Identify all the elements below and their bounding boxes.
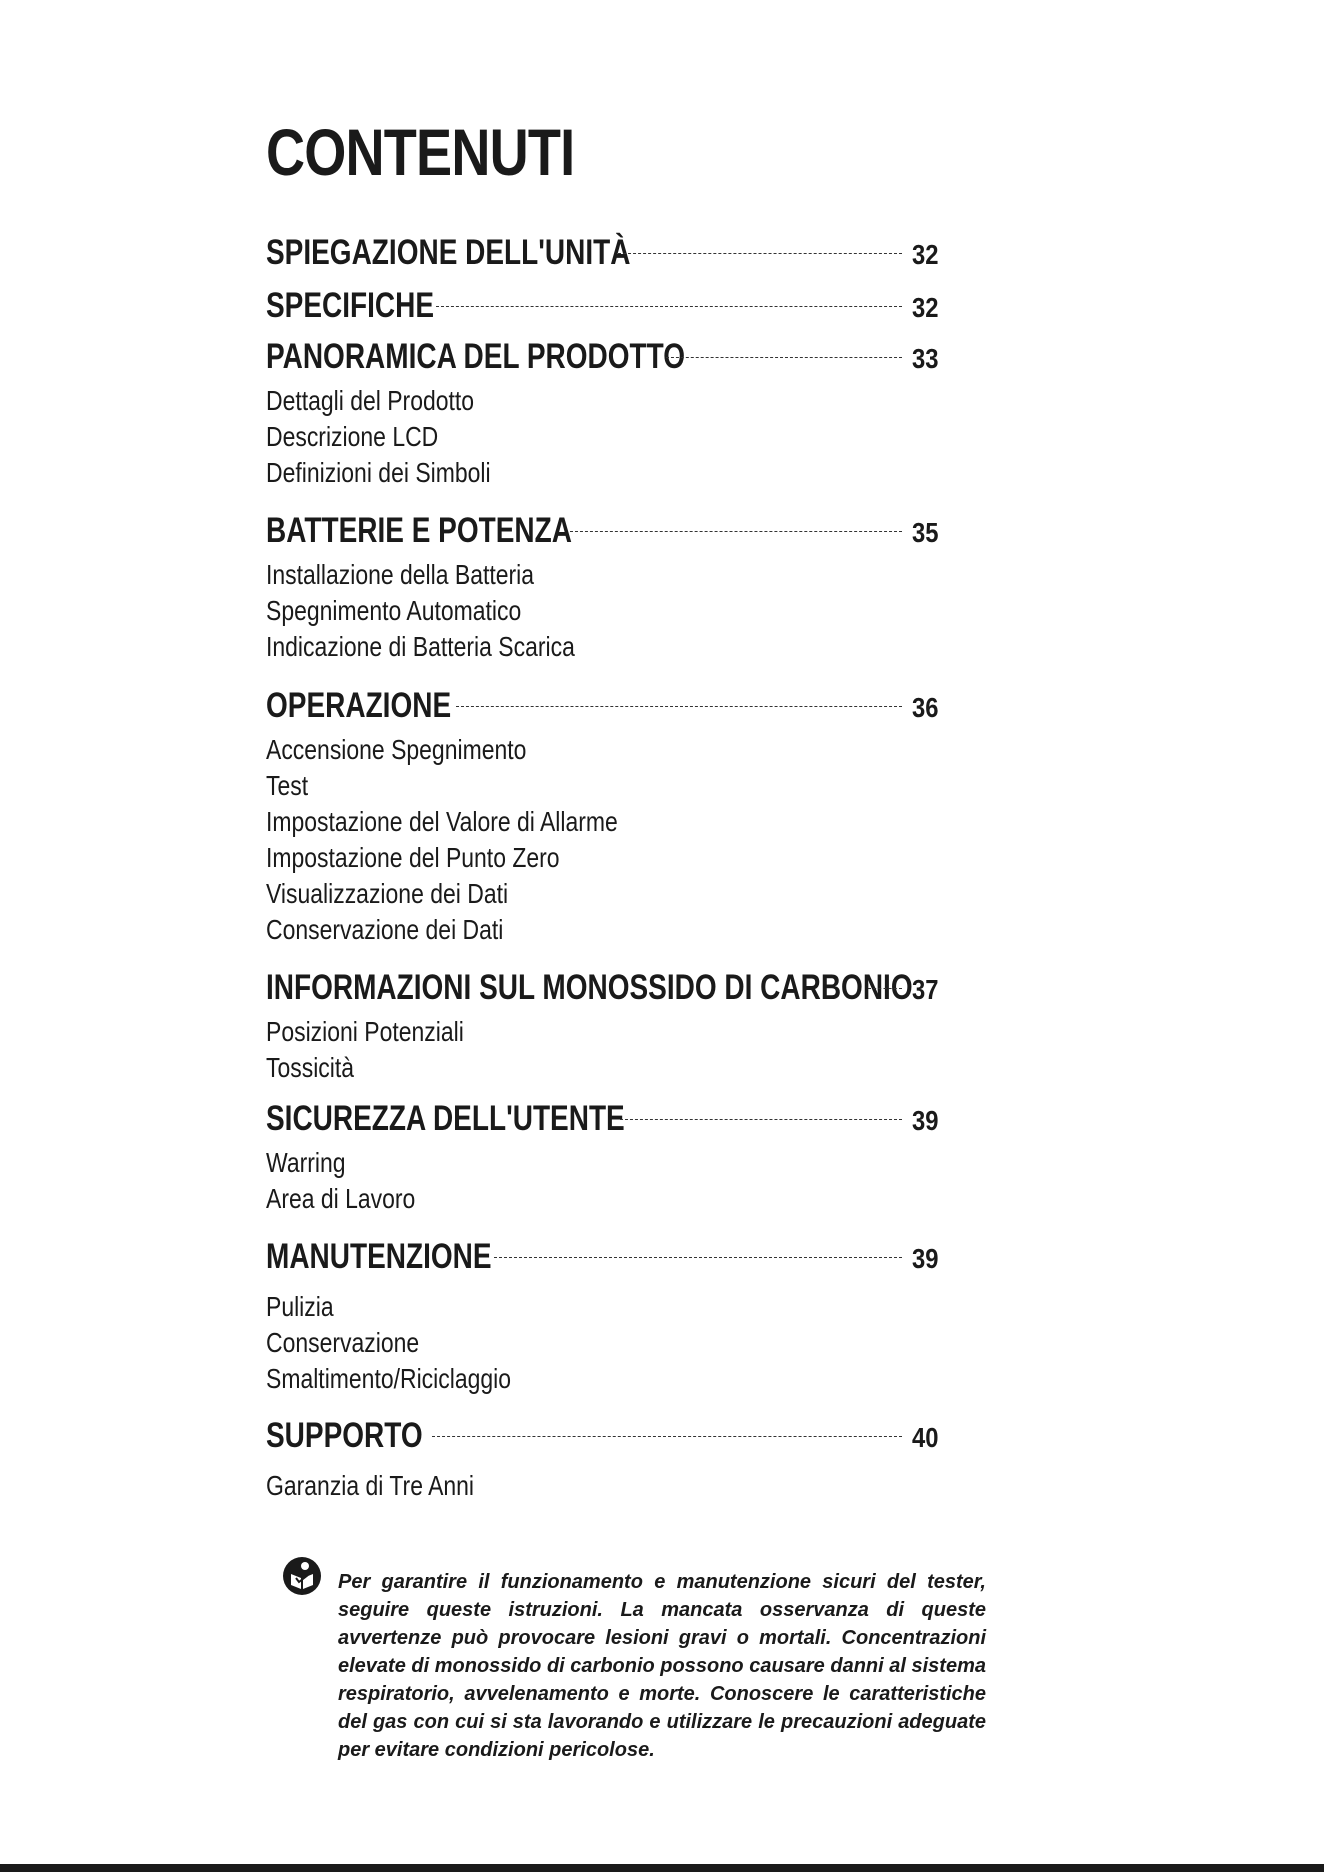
toc-heading-title: MANUTENZIONE (266, 1237, 492, 1276)
dotted-leader (618, 253, 902, 254)
toc-subitem[interactable]: Descrizione LCD (266, 421, 439, 452)
dotted-leader (570, 531, 902, 532)
toc-subitem[interactable]: Warring (266, 1147, 346, 1178)
toc-heading-row[interactable] (266, 1095, 948, 1143)
read-manual-icon (282, 1556, 322, 1596)
dotted-leader (436, 306, 902, 307)
toc-section[interactable] (266, 682, 948, 948)
toc-subitem[interactable]: Garanzia di Tre Anni (266, 1470, 475, 1501)
toc-subitem[interactable]: Definizioni dei Simboli (266, 457, 491, 488)
toc-subitem[interactable]: Spegnimento Automatico (266, 595, 522, 626)
toc-subitem[interactable]: Conservazione (266, 1327, 420, 1358)
toc-page-number: 36 (912, 692, 939, 723)
toc-subitem[interactable]: Impostazione del Punto Zero (266, 842, 560, 873)
toc-subitem[interactable]: Indicazione di Batteria Scarica (266, 631, 575, 662)
toc-page-number: 32 (912, 292, 939, 323)
toc-heading-title: SPIEGAZIONE DELL'UNITÀ (266, 233, 631, 272)
dotted-leader (868, 988, 902, 989)
toc-subitems (266, 383, 948, 491)
toc-heading-row[interactable] (266, 1412, 948, 1460)
toc-heading-title: SICUREZZA DELL'UTENTE (266, 1099, 625, 1138)
toc-subitem[interactable]: Impostazione del Valore di Allarme (266, 806, 618, 837)
toc-subitems (266, 1468, 948, 1504)
toc-heading-title: PANORAMICA DEL PRODOTTO (266, 337, 685, 376)
bottom-rule (0, 1864, 1324, 1872)
toc-subitem[interactable]: Accensione Spegnimento (266, 734, 527, 765)
toc-heading-row[interactable] (266, 507, 948, 555)
toc-subitem[interactable]: Smaltimento/Riciclaggio (266, 1363, 512, 1394)
toc-section[interactable] (266, 964, 948, 1086)
safety-note (282, 1548, 986, 1784)
toc-heading-title: SPECIFICHE (266, 286, 435, 325)
toc-page-number: 39 (912, 1105, 939, 1136)
toc-section[interactable] (266, 282, 948, 330)
toc-heading-title: INFORMAZIONI SUL MONOSSIDO DI CARBONIO (266, 968, 913, 1007)
toc-subitems (266, 1289, 948, 1397)
toc-heading-row[interactable] (266, 682, 948, 730)
toc-section[interactable] (266, 1412, 948, 1504)
safety-note-text: Per garantire il funzionamento e manutenzione sicuri del tester, seguire queste istruzioni. La mancata osservanza di queste avvertenze può provocare lesioni gravi o mortali. Concentrazioni elevate di monossido di carbonio possono causare danni al sistema respiratorio, avvelenamento e morte. Conoscere le caratteristiche del gas con cui si sta lavorando e utilizzare le precauzioni adeguate per evitare condizioni pericolose. (338, 1571, 986, 1761)
dotted-leader (432, 1436, 902, 1437)
toc-subitem[interactable]: Pulizia (266, 1291, 334, 1322)
toc-subitem[interactable]: Conservazione dei Dati (266, 914, 504, 945)
toc-heading-title: OPERAZIONE (266, 686, 452, 725)
toc-page-number: 39 (912, 1243, 939, 1274)
toc-section[interactable] (266, 507, 948, 665)
toc-subitems (266, 732, 948, 948)
toc-section[interactable] (266, 1095, 948, 1217)
toc-subitem[interactable]: Posizioni Potenziali (266, 1016, 464, 1047)
toc-subitem[interactable]: Visualizzazione dei Dati (266, 878, 509, 909)
toc-section[interactable] (266, 333, 948, 491)
toc-subitem[interactable]: Dettagli del Prodotto (266, 385, 475, 416)
dotted-leader (494, 1257, 902, 1258)
toc-page-number: 35 (912, 517, 939, 548)
toc-page-number: 32 (912, 239, 939, 270)
toc-subitems (266, 1014, 948, 1086)
toc-subitem[interactable]: Test (266, 770, 309, 801)
toc-heading-row[interactable] (266, 333, 948, 381)
toc-subitem[interactable]: Area di Lavoro (266, 1183, 416, 1214)
toc-subitem[interactable]: Tossicità (266, 1052, 355, 1083)
toc-page-number: 33 (912, 343, 939, 374)
toc-page-number: 37 (912, 974, 939, 1005)
toc-section[interactable] (266, 1233, 948, 1397)
toc-heading-title: BATTERIE E POTENZA (266, 511, 572, 550)
dotted-leader (456, 706, 902, 707)
toc-subitem[interactable]: Installazione della Batteria (266, 559, 535, 590)
toc-heading-row[interactable] (266, 282, 948, 330)
toc-heading-row[interactable] (266, 1233, 948, 1281)
dotted-leader (620, 1119, 902, 1120)
toc-subitems (266, 557, 948, 665)
toc-page-number: 40 (912, 1422, 939, 1453)
toc-heading-row[interactable] (266, 964, 948, 1012)
toc-subitems (266, 1145, 948, 1217)
dotted-leader (666, 357, 902, 358)
page-title: CONTENUTI (266, 115, 575, 189)
toc-heading-row[interactable] (266, 229, 948, 277)
toc-heading-title: SUPPORTO (266, 1416, 423, 1455)
toc-section[interactable] (266, 229, 948, 277)
